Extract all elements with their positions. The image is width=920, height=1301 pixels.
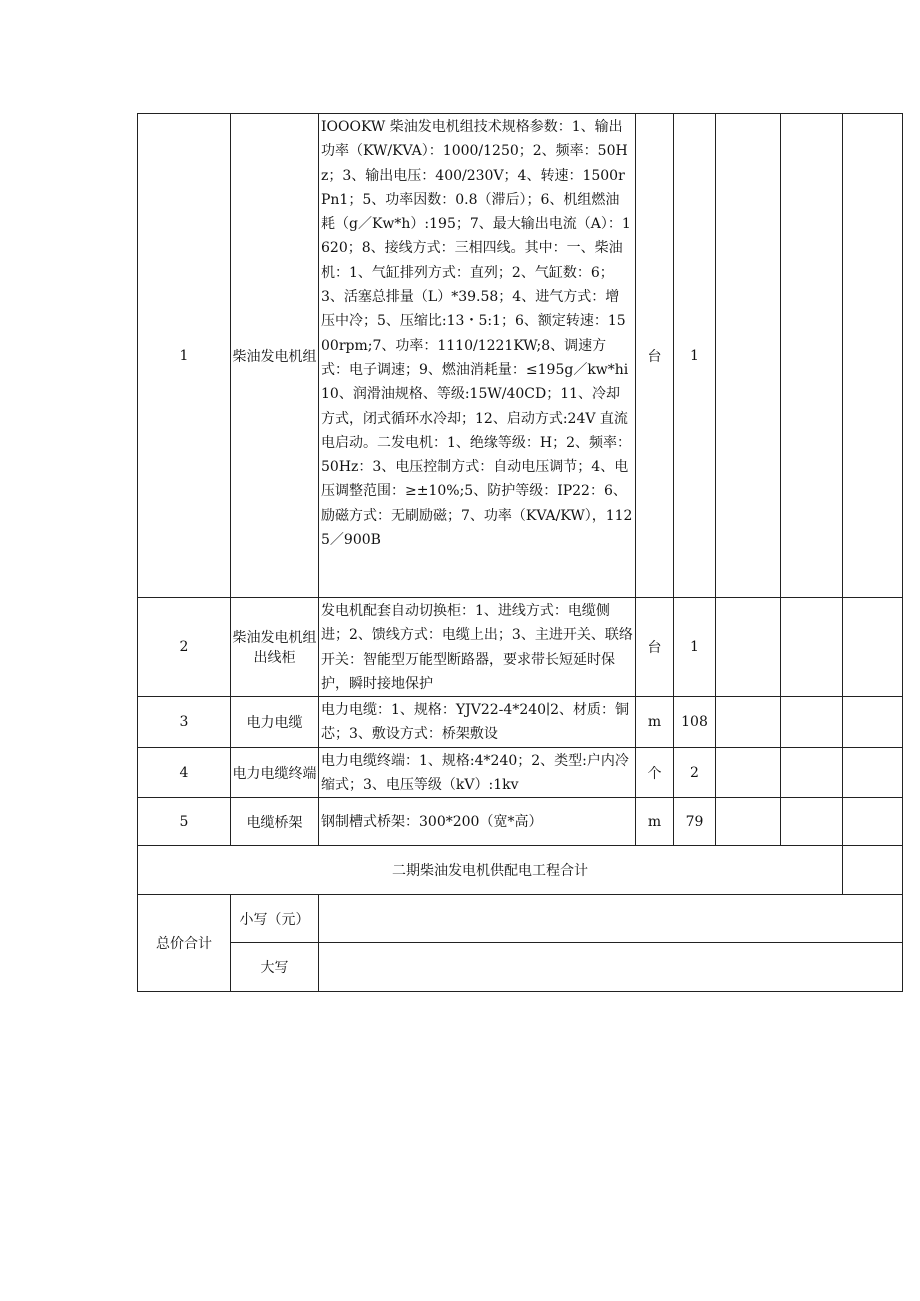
unit-price-cell [716,697,781,748]
item-unit: m [636,798,674,846]
table-row [138,697,903,748]
amount-cell [781,747,843,798]
table-row [138,114,903,598]
remark-cell [843,747,903,798]
remark-cell [843,114,903,598]
upper-case-label: 大写 [231,943,319,992]
item-quantity: 1 [674,114,716,598]
item-description: IOOOKW 柴油发电机组技术规格参数：1、输出功率（KW/KVA）：1000/1250；2、频率：50Hz；3、输出电压：400/230V；4、转速：1500rPn1；5、功率因数：0.8（滞后）；6、机组燃油耗（g／Kw*h）:195；7、最大输出电流（A）：1620；8、接线方式：三相四线。其中：一、柴油机：1、气缸排列方式：直列；2、气缸数：6；3、活塞总排量（L）*39.58；4、进气方式：增压中冷；5、压缩比:13・5:1；6、额定转速：1500rpm;7、功率：1110/1221KW;8、调速方式：电子调速；9、燃油消耗量：≤195g／kw*hi10、润滑油规格、等级:15W/40CD；11、冷却方式，闭式循环水冷却；12、启动方式:24V 直流电启动。二发电机：1、绝缘等级：H；2、频率：50Hz：3、电压控制方式：自动电压调节；4、电压调整范围：≥±10%;5、防护等级：IP22：6、励磁方式：无刷励磁；7、功率（KVA/KW），1125／900B [319,114,636,598]
unit-price-cell [716,798,781,846]
unit-price-cell [716,598,781,697]
upper-case-amount [319,943,903,992]
subtotal-row [138,846,903,895]
remark-cell [843,798,903,846]
amount-cell [781,697,843,748]
total-row [138,895,903,943]
amount-cell [781,798,843,846]
item-name: 电力电缆 [231,697,319,748]
item-quantity: 2 [674,747,716,798]
item-unit: m [636,697,674,748]
subtotal-label: 二期柴油发电机供配电工程合计 [138,846,843,895]
item-quantity: 108 [674,697,716,748]
amount-cell [781,598,843,697]
item-description: 钢制槽式桥架：300*200（宽*高） [319,798,636,846]
item-description: 电力电缆：1、规格：YJV22-4*240∣2、材质：铜芯；3、敷设方式：桥架敷设 [319,697,636,748]
amount-cell [781,114,843,598]
item-name: 柴油发电机组 [231,114,319,598]
item-description: 发电机配套自动切换柜：1、进线方式：电缆侧进；2、馈线方式：电缆上出；3、主进开关、联络开关：智能型万能型断路器，要求带长短延时保护，瞬时接地保护 [319,598,636,697]
row-number: 2 [138,598,231,697]
item-quantity: 79 [674,798,716,846]
total-label: 总价合计 [138,895,231,992]
item-unit: 个 [636,747,674,798]
item-unit: 台 [636,598,674,697]
remark-cell [843,598,903,697]
row-number: 4 [138,747,231,798]
lower-case-label: 小写（元） [231,895,319,943]
row-number: 3 [138,697,231,748]
remark-cell [843,697,903,748]
lower-case-amount [319,895,903,943]
unit-price-cell [716,114,781,598]
item-unit: 台 [636,114,674,598]
item-quantity: 1 [674,598,716,697]
bill-of-quantities-table [137,113,903,992]
item-name: 柴油发电机组出线柜 [231,598,319,697]
unit-price-cell [716,747,781,798]
table-row [138,747,903,798]
table-row [138,598,903,697]
total-row-upper [138,943,903,992]
item-name: 电力电缆终端 [231,747,319,798]
item-description: 电力电缆终端：1、规格:4*240；2、类型:户内冷缩式；3、电压等级（kV）:1kv [319,747,636,798]
row-number: 5 [138,798,231,846]
item-name: 电缆桥架 [231,798,319,846]
subtotal-remark-cell [843,846,903,895]
table-row [138,798,903,846]
row-number: 1 [138,114,231,598]
